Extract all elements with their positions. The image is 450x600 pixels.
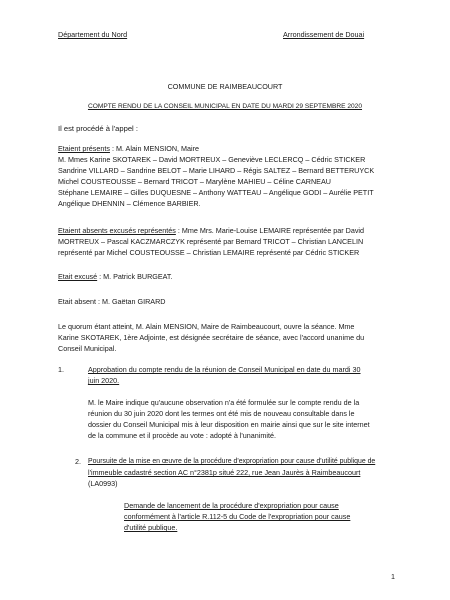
item-2-body-line-2: conformément à l'article R.112-5 du Code de l'expropriation pour cause bbox=[124, 512, 351, 521]
represented-label: Etaient absents excusés représentés bbox=[58, 226, 176, 235]
item-2-number: 2. bbox=[75, 457, 81, 466]
absent-line bbox=[58, 297, 165, 306]
item-1-body-line-3: dossier du Conseil Municipal mis à leur disposition en mairie ainsi que sur le site internet bbox=[88, 420, 370, 429]
present-text: : M. Alain MENSION, Maire bbox=[109, 144, 200, 153]
absent-label: Etait absent bbox=[58, 297, 96, 306]
present-line-6: Angélique DHENNIN – Clémence BARBIER. bbox=[58, 199, 201, 208]
excused-label: Etait excusé bbox=[58, 272, 98, 281]
item-2-title-line-1: Poursuite de la mise en œuvre de la procédure d'expropriation pour cause d'utilité publique de bbox=[88, 458, 376, 465]
item-2-body-line-3: d'utilité publique. bbox=[124, 523, 178, 532]
page-number: 1 bbox=[391, 572, 395, 581]
quorum-line-2: Karine SKOTAREK, 1ère Adjointe, est désignée secrétaire de séance, avec l'accord unanime du bbox=[58, 333, 365, 342]
item-1-number: 1. bbox=[58, 365, 64, 374]
present-line-3: Sandrine VILLARD – Sandrine BELOT – Marie LIHARD – Régis SALTEZ – Bernard BETTERUYCK bbox=[58, 166, 375, 175]
report-title: COMPTE RENDU DE LA CONSEIL MUNICIPAL EN DATE DU MARDI 29 SEPTEMBRE 2020 bbox=[87, 103, 363, 110]
item-2-title-line-2: l'immeuble cadastré section AC n°2381p situé 222, rue Jean Jaurès à Raimbeaucourt bbox=[88, 468, 361, 477]
excused-line bbox=[58, 272, 173, 281]
represented-line-3: représenté par Michel COUSTEOUSSE – Christian LEMAIRE représenté par Cédric STICKER bbox=[58, 248, 360, 257]
quorum-line-1: Le quorum étant atteint, M. Alain MENSION, Maire de Raimbeaucourt, ouvre la séance. Mme bbox=[58, 322, 355, 331]
represented-text: : Mme Mrs. Marie-Louise LEMAIRE représentée par David bbox=[175, 226, 365, 235]
present-line-4: Michel COUSTEOUSSE – Bernard TRICOT – Marylène MAHIEU – Céline CARNEAU bbox=[58, 177, 331, 186]
item-2-title-line-3: (LA0993) bbox=[88, 479, 118, 488]
header-left: Département du Nord bbox=[58, 30, 128, 39]
excused-text: : M. Patrick BURGEAT. bbox=[97, 272, 173, 281]
item-1-title-line-1: Approbation du compte rendu de la réunion de Conseil Municipal en date du mardi 30 bbox=[88, 365, 361, 374]
present-line-5: Stéphane LEMAIRE – Gilles DUQUESNE – Anthony WATTEAU – Angélique GODI – Aurélie PETIT bbox=[58, 188, 374, 197]
item-1-title-line-2: juin 2020. bbox=[88, 376, 120, 385]
present-line-1 bbox=[58, 144, 199, 153]
item-1-body-line-4: de la commune et il procède au vote : adopté à l'unanimité. bbox=[88, 431, 276, 440]
present-line-2: M. Mmes Karine SKOTAREK – David MORTREUX – Geneviève LECLERCQ – Cédric STICKER bbox=[58, 155, 366, 164]
absent-text: : M. Gaëtan GIRARD bbox=[95, 297, 166, 306]
represented-line-1 bbox=[58, 226, 364, 235]
item-1-body-line-1: M. le Maire indique qu'aucune observation n'a été formulée sur le compte rendu de la bbox=[88, 398, 360, 407]
roll-call: Il est procédé à l'appel : bbox=[58, 124, 138, 133]
quorum-line-3: Conseil Municipal. bbox=[58, 344, 117, 353]
header-right: Arrondissement de Douai bbox=[283, 30, 365, 39]
item-2-body-line-1: Demande de lancement de la procédure d'expropriation pour cause bbox=[124, 501, 339, 510]
commune-title: COMMUNE DE RAIMBEAUCOURT bbox=[167, 82, 283, 91]
present-label: Etaient présents bbox=[58, 144, 110, 153]
item-1-body-line-2: réunion du 30 juin 2020 dont les termes ont été mis de nouveau consultable dans le bbox=[88, 409, 355, 418]
represented-line-2: MORTREUX – Pascal KACZMARCZYK représenté par Bernard TRICOT – Christian LANCELIN bbox=[58, 237, 364, 246]
